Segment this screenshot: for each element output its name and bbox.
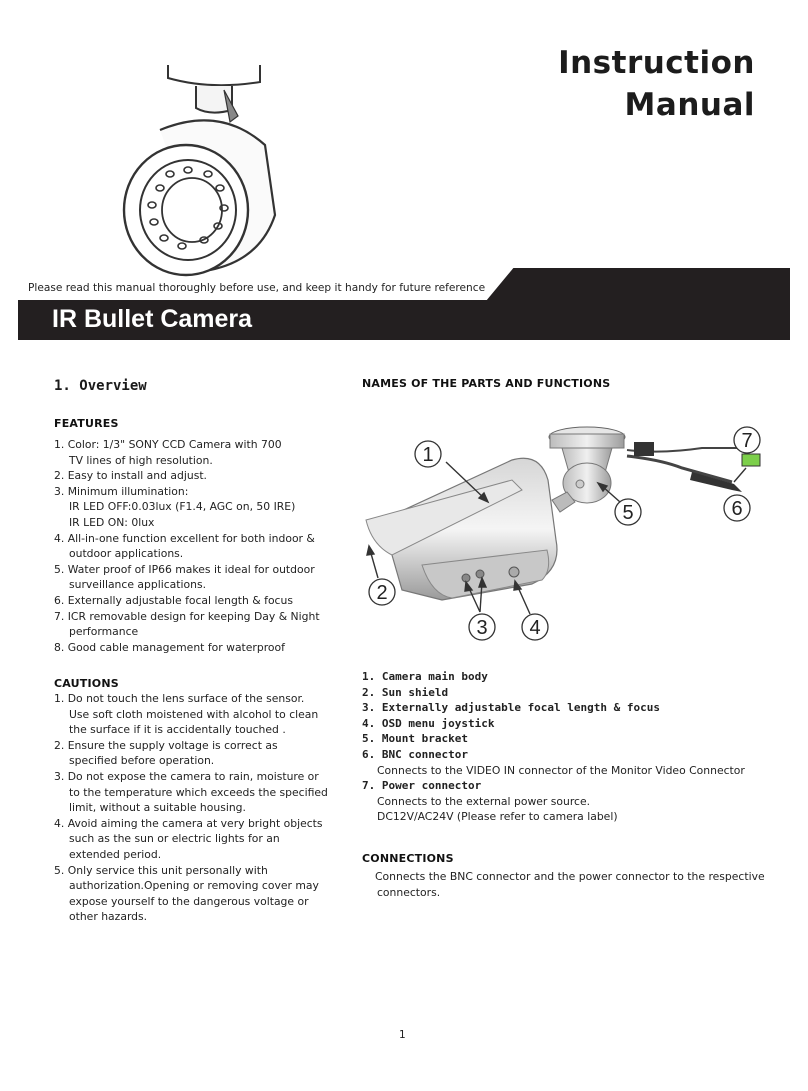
part-description: Connects to the VIDEO IN connector of the Monitor Video Connector — [377, 763, 745, 777]
connections-text: Connects the BNC connector and the power connector to the respective connectors. — [375, 870, 765, 899]
section-heading-overview: 1. Overview — [54, 378, 147, 394]
part-item: 1. Camera main body — [362, 670, 488, 683]
callout-3: 3 — [476, 617, 488, 639]
list-item: 1. Do not touch the lens surface of the sensor. Use soft cloth moistened with alcohol to clean the surface if it is accidentally touched . — [54, 692, 319, 737]
list-item: 2. Ensure the supply voltage is correct as specified before operation. — [54, 738, 278, 768]
list-item: 6. Externally adjustable focal length & focus — [54, 593, 293, 607]
document-title — [558, 42, 755, 126]
list-item: 5. Only service this unit personally with authorization.Opening or removing cover may expose yourself to the dangerous voltage or other hazards. — [54, 863, 319, 924]
part-item: 2. Sun shield — [362, 685, 449, 699]
part-item: 5. Mount bracket — [362, 732, 468, 746]
product-title: IR Bullet Camera — [52, 305, 253, 333]
callout-4: 4 — [529, 617, 541, 639]
part-item: 6. BNC connector — [362, 747, 468, 761]
list-item: 3. Minimum illumination: IR LED OFF:0.03lux (F1.4, AGC on, 50 IRE) IR LED ON: 0lux — [54, 484, 296, 529]
list-item: 8. Good cable management for waterproof — [54, 640, 285, 654]
list-item: 4. All-in-one function excellent for both indoor & outdoor applications. — [54, 531, 315, 561]
camera-line-illustration — [100, 60, 290, 285]
part-description: DC12V/AC24V (Please refer to camera label) — [377, 810, 618, 824]
part-item: 7. Power connector — [362, 779, 482, 793]
features-list — [54, 437, 354, 655]
cautions-list — [54, 691, 334, 925]
cautions-heading: CAUTIONS — [54, 677, 119, 690]
callout-5: 5 — [622, 502, 634, 524]
callout-1: 1 — [422, 444, 434, 466]
callout-7: 7 — [741, 430, 753, 452]
parts-list — [362, 669, 782, 825]
features-heading: FEATURES — [54, 417, 119, 430]
list-item: 2. Easy to install and adjust. — [54, 469, 207, 483]
list-item: 4. Avoid aiming the camera at very bright objects such as the sun or electric lights for an extended period. — [54, 816, 323, 861]
list-item: 3. Do not expose the camera to rain, moisture or to the temperature which exceeds the specified limit, without a suitable housing. — [54, 769, 328, 815]
list-item: 7. ICR removable design for keeping Day & Night performance — [54, 609, 320, 639]
banner-tab — [486, 268, 790, 301]
callout-6: 6 — [731, 498, 743, 520]
page-number: 1 — [399, 1029, 406, 1041]
callout-2: 2 — [376, 582, 388, 604]
part-item: 3. Externally adjustable focal length & focus — [362, 701, 661, 715]
parts-heading: NAMES OF THE PARTS AND FUNCTIONS — [362, 377, 611, 390]
connections-heading: CONNECTIONS — [362, 852, 454, 865]
list-item: 5. Water proof of IP66 makes it ideal for outdoor surveillance applications. — [54, 562, 315, 592]
reading-notice: Please read this manual thoroughly before use, and keep it handy for future reference — [28, 282, 486, 294]
title-line-2: Manual — [624, 87, 755, 123]
title-line-1: Instruction — [558, 45, 755, 81]
camera-parts-diagram — [362, 420, 772, 650]
part-description: Connects to the external power source. — [377, 794, 591, 808]
list-item: 1. Color: 1/3" SONY CCD Camera with 700 TV lines of high resolution. — [54, 438, 282, 467]
part-item: 4. OSD menu joystick — [362, 716, 495, 730]
